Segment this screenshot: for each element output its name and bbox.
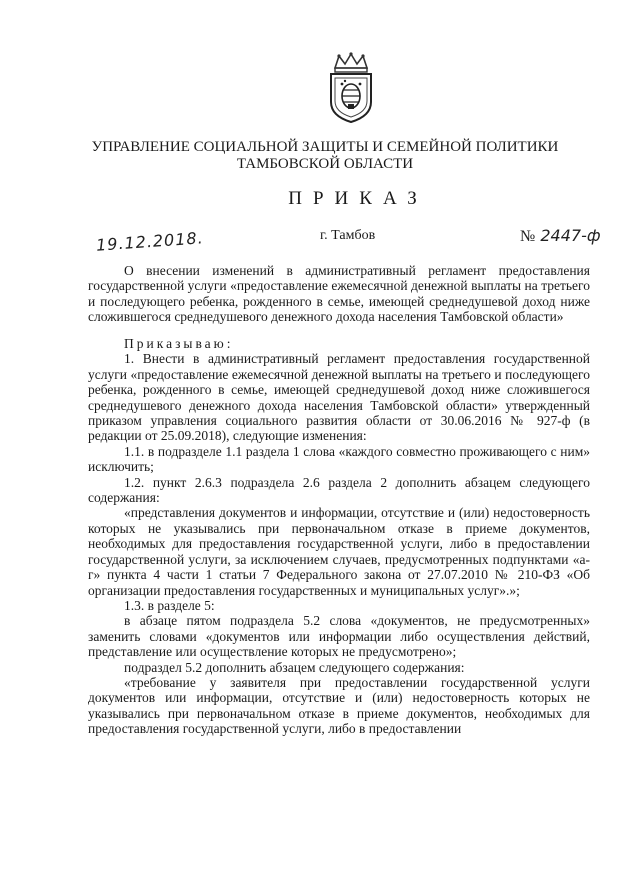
number-sign: № (520, 228, 536, 245)
city-label: г. Тамбов (320, 228, 376, 243)
paragraph-1: 1. Внести в административный регламент предоставления государственной услуги «предоставление ежемесячной денежной выплаты на третьего и последующего ребенка, рожденного в семье, имеющей среднедушевой доход ниже сложившегося среднедушевого денежного дохода населения Тамбовской области» утвержденный приказом управления социального развития области от 30.06.2016 № 927-ф (в редакции от 25.09.2018), следующие изменения: (88, 351, 590, 444)
order-body (88, 336, 590, 737)
paragraph-1-3-b: подраздел 5.2 дополнить абзацем следующего содержания: (124, 659, 465, 675)
organization-name-line2: ТАМБОВСКОЙ ОБЛАСТИ (236, 156, 414, 172)
handwritten-order-number (520, 226, 601, 246)
organization-name-line1: УПРАВЛЕНИЕ СОЦИАЛЬНОЙ ЗАЩИТЫ И СЕМЕЙНОЙ ПОЛИТИКИ (91, 139, 559, 155)
paragraph-1-3-c: «требование у заявителя при предоставлении государственной услуги документов или информации, отсутствие и (или) недостоверность которых не указывались при первоначальном отказе в приеме документов, необходимых для предоставления государственной услуги, либо в предоставлении (88, 674, 590, 737)
paragraph-1-3: 1.3. в разделе 5: (124, 597, 215, 613)
order-subject (88, 263, 590, 325)
paragraph-1-2-quote: «представления документов и информации, отсутствие и (или) недостоверность которых не указывались при первоначальном отказе в приеме документов, необходимых для предоставления государственной услуги, либо в предоставлении государственной услуги, за исключением случаев, предусмотренных подпунктами «а-г» пункта 4 части 1 статьи 7 Федерального закона от 27.07.2010 № 210-ФЗ «Об организации предоставления государственных и муниципальных услуг».»; (88, 505, 590, 598)
subject-text: О внесении изменений в административный регламент предоставления государственной услуги «предоставление ежемесячной денежной выплаты на третьего и последующего ребенка, рожденного в семье, имеющей среднедушевой доход ниже сложившегося среднедушевого денежного дохода населения Тамбовской области» (88, 263, 590, 325)
paragraph-1-2: 1.2. пункт 2.6.3 подраздела 2.6 раздела 2 дополнить абзацем следующего содержания: (88, 474, 590, 506)
order-number-value: 2447-ф (540, 226, 601, 245)
paragraph-1-3-a: в абзаце пятом подраздела 5.2 слова «документов, не предусмотренных» заменить словами «документов или информации либо осуществления действий, представление или осуществление которых не предусмотрено»; (88, 613, 590, 660)
order-word: Приказываю: (124, 336, 234, 351)
coat-of-arms-icon (325, 52, 377, 124)
document-type-title: ПРИКАЗ (288, 188, 428, 209)
paragraph-1-1: 1.1. в подразделе 1.1 раздела 1 слова «каждого совместно проживающего с ним» исключить; (88, 443, 590, 475)
handwritten-date: 19.12.2018. (95, 228, 205, 255)
